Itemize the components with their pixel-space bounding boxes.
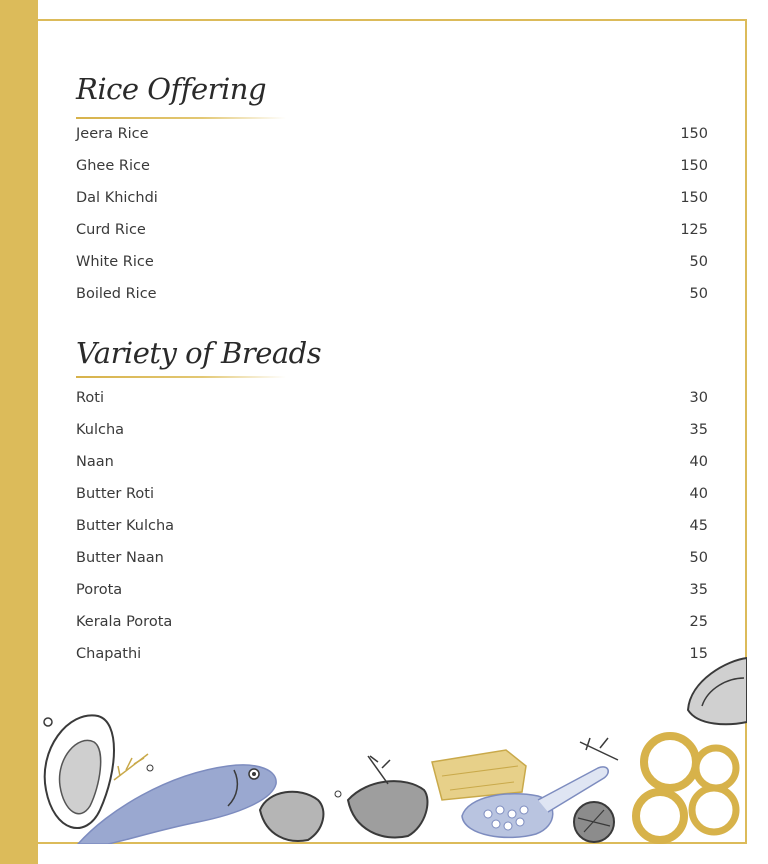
- menu-item: [76, 486, 708, 510]
- item-price: 150: [680, 126, 708, 142]
- menu-item: [76, 550, 708, 574]
- oyster-icon: [44, 715, 114, 828]
- menu-item: [76, 614, 708, 638]
- item-price: 25: [689, 614, 708, 630]
- item-name: Butter Roti: [76, 486, 155, 502]
- item-name: Butter Naan: [76, 550, 164, 566]
- menu-item: [76, 454, 708, 478]
- item-name: Dal Khichdi: [76, 190, 158, 206]
- item-price: 30: [689, 390, 708, 406]
- item-price: 125: [680, 222, 708, 238]
- item-price: 35: [689, 422, 708, 438]
- item-price: 150: [680, 190, 708, 206]
- onion-rings-icon: [636, 736, 736, 840]
- item-price: 50: [689, 254, 708, 270]
- butter-block-icon: [432, 750, 526, 800]
- fish-fillet-icon: [260, 756, 427, 841]
- item-name: Jeera Rice: [76, 126, 149, 142]
- menu-item: [76, 390, 708, 414]
- item-name: Porota: [76, 582, 123, 598]
- item-name: White Rice: [76, 254, 154, 270]
- item-price: 15: [689, 646, 708, 662]
- item-name: Roti: [76, 390, 105, 406]
- item-price: 50: [689, 550, 708, 566]
- item-name: Chapathi: [76, 646, 142, 662]
- item-price: 40: [689, 486, 708, 502]
- food-illustration: [38, 650, 747, 844]
- item-price: 40: [689, 454, 708, 470]
- section-title-rice: Rice Offering: [76, 72, 267, 106]
- menu-item: [76, 518, 708, 542]
- item-price: 50: [689, 286, 708, 302]
- item-name: Ghee Rice: [76, 158, 150, 174]
- item-price: 45: [689, 518, 708, 534]
- section-title-breads: Variety of Breads: [76, 336, 322, 370]
- menu-item: [76, 254, 708, 278]
- menu-item: [76, 158, 708, 182]
- section-underline: [76, 117, 286, 119]
- left-accent-bar: [0, 0, 38, 864]
- menu-item: [76, 190, 708, 214]
- menu-item: [76, 222, 708, 246]
- menu-item: [76, 422, 708, 446]
- item-name: Curd Rice: [76, 222, 146, 238]
- herb-icon: [114, 754, 153, 780]
- menu-item: [76, 126, 708, 150]
- item-price: 35: [689, 582, 708, 598]
- item-name: Kulcha: [76, 422, 125, 438]
- section-underline: [76, 376, 286, 378]
- oyster-icon: [688, 658, 747, 724]
- menu-item: [76, 582, 708, 606]
- item-name: Boiled Rice: [76, 286, 157, 302]
- item-price: 150: [680, 158, 708, 174]
- item-name: Naan: [76, 454, 114, 470]
- item-name: Kerala Porota: [76, 614, 173, 630]
- menu-item: [76, 286, 708, 310]
- item-name: Butter Kulcha: [76, 518, 175, 534]
